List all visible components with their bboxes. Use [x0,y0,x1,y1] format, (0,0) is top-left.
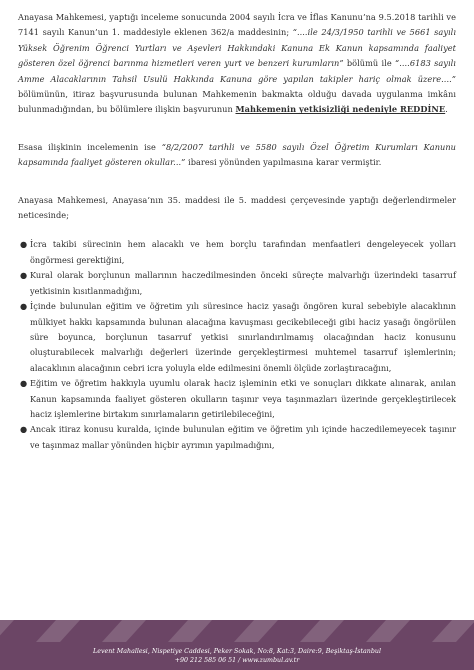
list-item [18,422,456,453]
bullet-icon: ● [20,301,28,312]
list-item [18,237,456,268]
paragraph-evaluation-intro: Anayasa Mahkemesi, Anayasa’nın 35. maddesi ile 5. maddesi çerçevesinde yaptığı değerlendirmeler neticesinde; [18,194,456,221]
decision-text-2: bölümü ile [343,58,395,69]
decision-end: . [445,104,448,115]
decision-text-1: Anayasa Mahkemesi, yaptığı inceleme sonucunda 2004 sayılı İcra ve İflas Kanunu’na 9.5.2018 tarihli ve 7141 sayılı Kanun’un 1. maddesiyle eklenen 362/a maddesinin; [18,12,456,38]
decision-quote-1: “....ile 24/3/1950 tarihli ve 5661 sayılı Yüksek Öğrenim Öğrenci Yurtları ve Aşevleri Hakkındaki Kanuna Ek Kanun kapsamında faaliyet gösteren özel öğrenci barınma hizmetleri veren yurt ve benzeri kurumların” [18,27,457,69]
evaluation-list [18,237,456,453]
list-item [18,376,456,422]
ruling-text: Mahkemenin yetkisizliği nedeniyle REDDİNE [235,104,446,115]
bullet-icon: ● [20,378,28,389]
bullet-icon: ● [20,424,28,435]
page-footer [0,620,474,670]
document-body [18,6,456,453]
list-item-text: Eğitim ve öğretim hakkıyla uyumlu olarak haciz işleminin etki ve sonuçları dikkate alınarak, anılan Kanun kapsamında faaliyet gösteren okulların taşınır veya taşınmazları üzerinde gerçekleştirilecek haciz işlemlerine birtakım sınırlamaların getirilebileceğini, [30,378,456,419]
list-item-text: Kural olarak borçlunun mallarının haczedilmesinden önceki süreçte malvarlığı üzerindeki tasarruf yetkisinin kısıtlanmadığını, [30,270,456,296]
list-item-text: İcra takibi sürecinin hem alacaklı ve hem borçlu tarafından menfaatleri dengeleyecek yolları öngörmesi gerektiğini, [30,239,456,265]
paragraph-merits [18,140,456,171]
merits-text-2: ibaresi yönünden yapılmasına karar vermiştir. [185,157,382,168]
bullet-icon: ● [20,239,28,250]
decision-text-3: bölümünün, itiraz başvurusunda bulunan Mahkemenin bakmakta olduğu davada uygulanma imkânı bulunmadığından, bu bölümlere ilişkin başvurunun [18,89,456,115]
footer-address: Levent Mahallesi, Nispetiye Caddesi, Peker Sokak, No:8, Kat:3, Daire:9, Beşiktaş-İstanbul [93,648,381,655]
merits-text-1: Esasa ilişkinin incelemenin ise [18,141,162,152]
list-item-text: İçinde bulunulan eğitim ve öğretim yılı süresince haciz yasağı öngören kural sebebiyle alacaklının mülkiyet hakkı kapsamında bulunan alacağına kavuşması gecikebileceği gibi haciz yasağı öngörülen süre boyunca, borçlunun tasarruf yetkisi sınırlandırılmamış olacağından haciz konusunu oluşturabilecek malvarlığı değerleri üzerinde gerçekleştirmesi muhtemel tasarruf işlemlerinin; alacaklının alacağının cebri icra yoluyla elde edilmesini önemli ölçüde zorlaştıracağını, [30,301,456,373]
list-item [18,268,456,299]
list-item-text: Ancak itiraz konusu kuralda, içinde bulunulan eğitim ve öğretim yılı içinde haczedilemeyecek taşınır ve taşınmaz mallar yönünden hiçbir ayrımın yapılmadığını, [30,424,456,450]
footer-contact: +90 212 585 06 51 / www.zumbul.av.tr [174,657,300,664]
decision-quote-2: “....6183 sayılı Amme Alacaklarının Tahsil Usulü Hakkında Kanuna göre yapılan takipler hariç olmak üzere....” [18,58,456,84]
bullet-icon: ● [20,270,28,281]
paragraph-decision [18,10,456,118]
merits-quote: “8/2/2007 tarihli ve 5580 sayılı Özel Öğretim Kurumları Kanunu kapsamında faaliyet gösteren okullar...” [18,141,456,168]
list-item [18,299,456,376]
